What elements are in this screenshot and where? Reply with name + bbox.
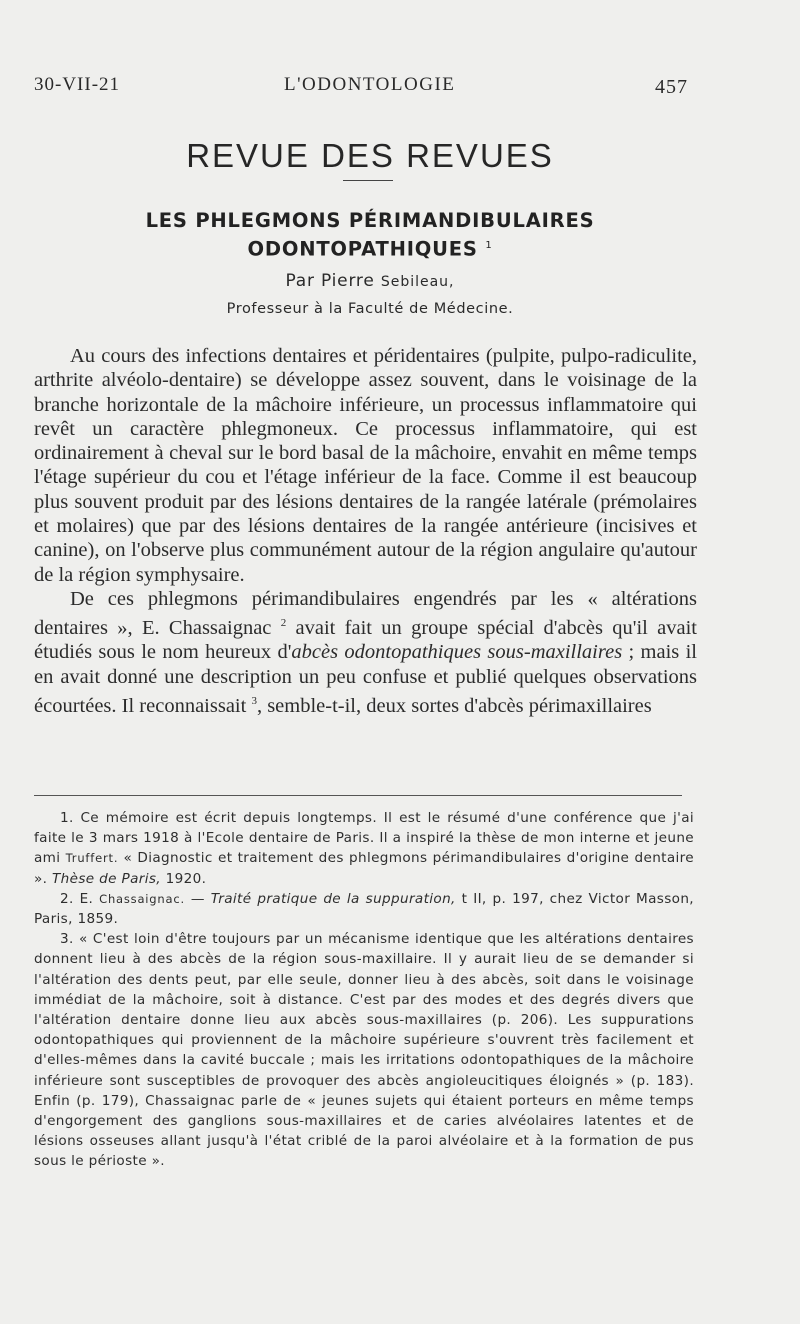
title-footnote-ref: 1 [485,240,493,251]
body-paragraph-1: Au cours des infections dentaires et péridentaires (pulpite, pulpo-radiculite, arthrite alvéolo-dentaire) se développe assez souvent, dans le voisinage de la branche horizontale de la mâchoire inférieure, un processus inflammatoire qui revêt un caractère phlegmoneux. Ce processus inflammatoire, qui est ordinairement à cheval sur le bord basal de la mâchoire, envahit en même temps l'étage supérieur du cou et l'étage inférieur de la face. Comme il est beaucoup plus souvent produit par des lésions dentaires de la rangée latérale (prémolaires et molaires) que par des lésions dentaires de la rangée antérieure (incisives et canine), on l'observe plus communément autour de la région angulaire qu'autour de la région symphysaire. [34,345,697,586]
p2-text-a: De ces phlegmons périmandibulaires engendrés par les « altérations dentaires », E. Chassaignac [34,587,697,640]
article-body [34,344,697,718]
p2-italic-term: abcès odontopathiques sous-maxillaires [291,641,623,664]
fn2-text-a: 2. E. [60,890,100,907]
p2-text-d: , semble-t-il, deux sortes d'abcès périmaxillaires [256,694,652,717]
p2-text-b: avait fait un groupe spécial d'abcès qu'il avait étudiés sous le nom heureux d' [34,617,698,664]
title-divider [343,180,393,181]
author-affiliation: Professeur à la Faculté de Médecine. [226,301,514,317]
footnote-2 [34,889,694,929]
footnote-3: 3. « C'est loin d'être toujours par un mécanisme identique que les altérations dentaires donnent lieu à des abcès de la région sous-maxillaire. Il y aurait lieu de se demander si l'altération des dents peut, par elle seule, donner lieu à des abcès, soit dans le voisinage immédiat de la mâchoire, soit à distance. C'est par des modes et des degrés divers que l'altération dentaire donne lieu aux abcès sous-maxillaires (p. 206). Les suppurations odontopathiques qui proviennent de la mâchoire supérieure s'ouvrent très facilement et d'elles-mêmes dans la cavité buccale ; mais les irritations odontopathiques de la mâchoire inférieure sont susceptibles de provoquer des abcès angioleucitiques éloignés » (p. 183). Enfin (p. 179), Chassaignac parle de « jeunes sujets qui étaient porteurs en même temps d'engorgement des ganglions sous-maxillaires et de caries alvéolaires latentes et de lésions osseuses allant jusqu'à l'état criblé de la paroi alvéolaire et à la formation de pus sous le périoste ». [34,931,694,1170]
footnotes [34,808,694,1172]
running-header [34,74,700,98]
issue-date: 30-VII-21 [34,74,121,95]
fn1-text-c: 1920. [160,870,207,887]
fn2-name: Chassaignac. [99,891,185,906]
fn1-text-b: « Diagnostic et traitement des phlegmons périmandibulaires d'origine dentaire ». [34,850,694,887]
footnote-ref-2: 2 [280,617,287,630]
journal-name: L'ODONTOLOGIE [284,74,456,95]
page-number: 457 [655,76,688,98]
byline-prefix: Par Pierre [285,271,381,291]
fn2-text-c: t II, p. 197, chez Victor Masson, Paris, 1859. [34,890,694,928]
article-title [0,208,740,262]
article-title-line2-text: ODONTOPATHIQUES [247,237,478,261]
fn2-italic: Traité pratique de la suppuration, [210,890,456,907]
fn1-text-a: 1. Ce mémoire est écrit depuis longtemps. Il est le résumé d'une conférence que j'ai faite le 3 mars 1918 à l'Ecole dentaire de Paris. Il a inspiré la thèse de mon interne et jeune ami [34,810,694,867]
article-title-line1: LES PHLEGMONS PÉRIMANDIBULAIRES [145,209,595,232]
section-title: REVUE DES REVUES [186,137,554,174]
footnote-divider [34,795,682,796]
footnote-1 [34,808,694,889]
fn2-text-b: — [184,890,211,907]
footnote-ref-3: 3 [251,694,257,707]
byline [0,271,740,291]
fn1-italic: Thèse de Paris, [52,870,161,887]
body-paragraph-2 [34,587,697,718]
author-name: Sebileau, [380,274,455,290]
article-title-line2 [0,233,740,262]
fn1-name: Truffert. [65,851,119,866]
p2-text-c: ; mais il en avait donné une description un peu confuse et publié quelques observations écourtées. Il reconnaissait [34,641,697,717]
